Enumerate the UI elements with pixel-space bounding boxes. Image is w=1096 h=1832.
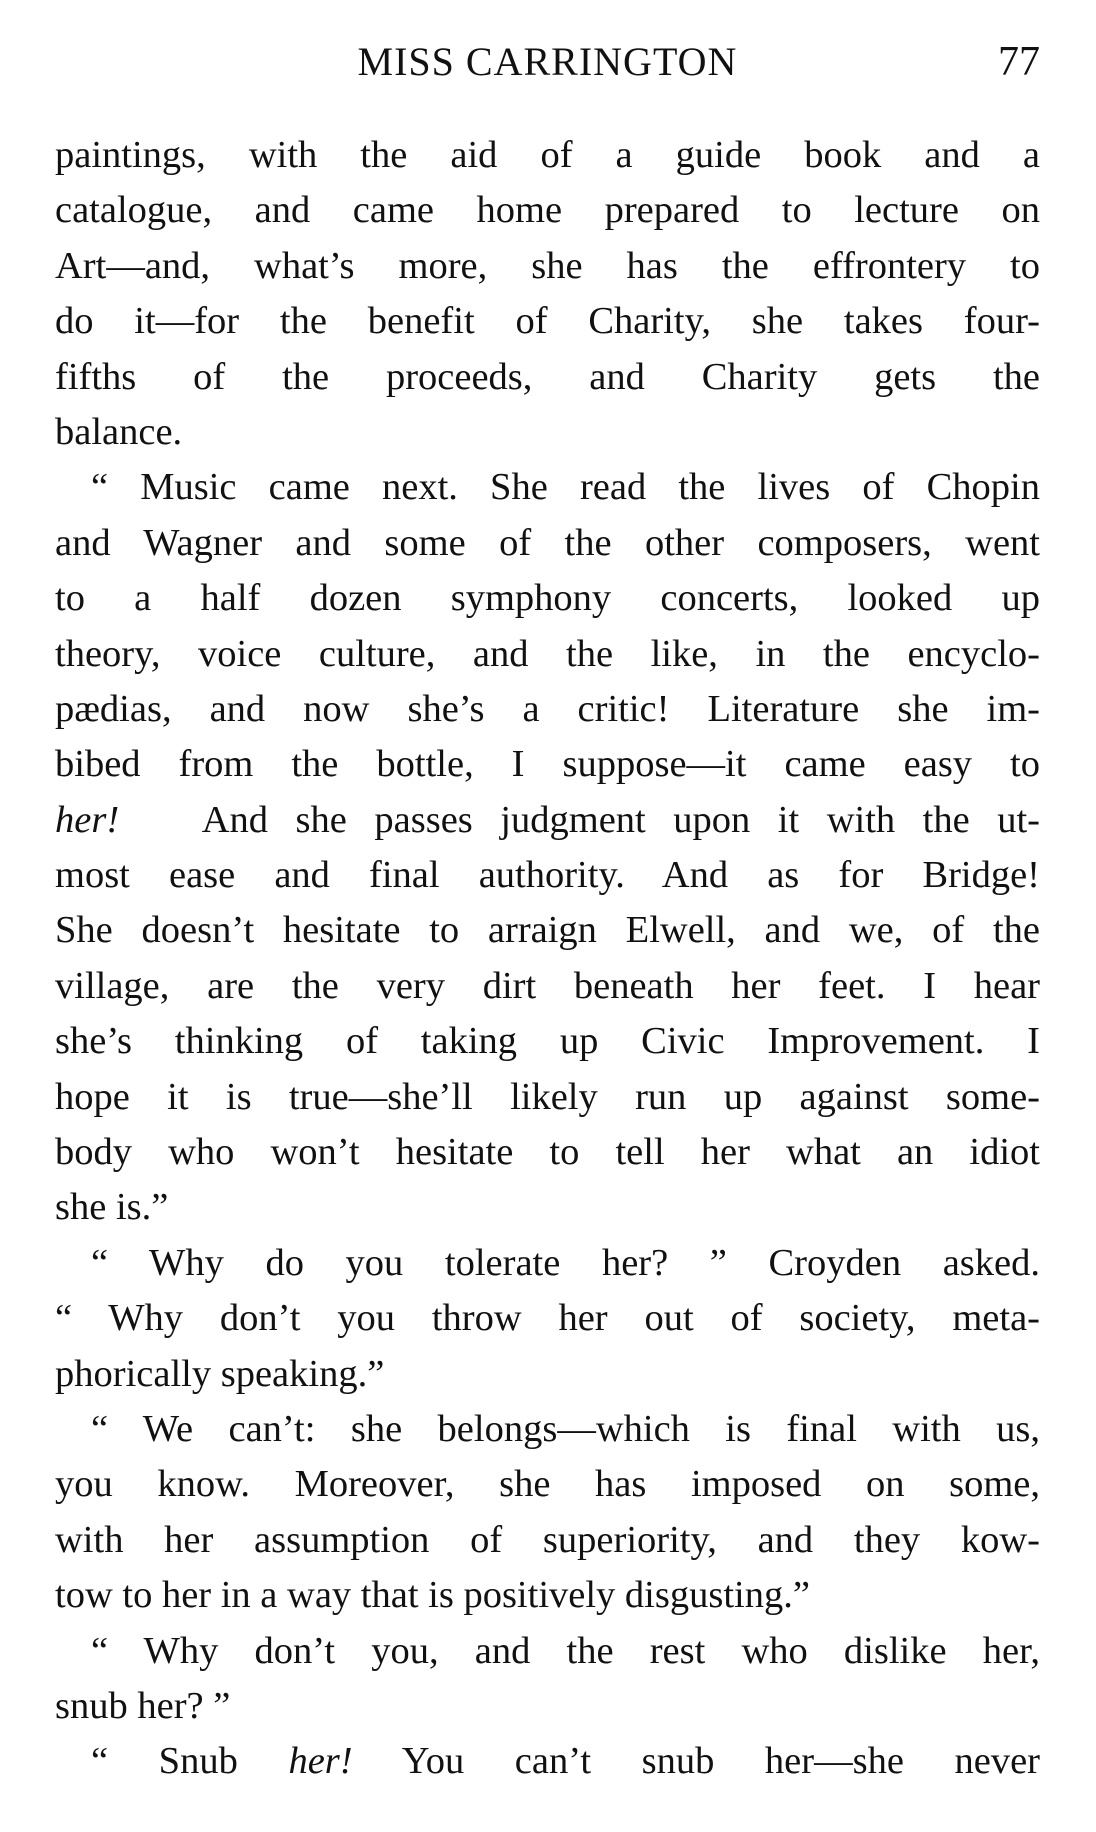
text-line-composite (55, 793, 1040, 848)
text-line: village, are the very dirt beneath her feet. I hear (55, 964, 1040, 1007)
text-line: do it—for the benefit of Charity, she takes four- (55, 300, 1040, 343)
text-line: snub her? ” (55, 1684, 231, 1727)
text-line: with her assumption of superiority, and they kow- (55, 1518, 1040, 1561)
text-line: “ Music came next. She read the lives of Chopin (91, 466, 1040, 509)
text-line: hope it is true—she’ll likely run up against some- (55, 1075, 1040, 1118)
text-line-start: “ Snub (91, 1740, 238, 1783)
text-line: “ Why do you tolerate her? ” Croyden asked. (91, 1241, 1040, 1284)
text-line: catalogue, and came home prepared to lecture on (55, 189, 1040, 232)
page-number: 77 (998, 39, 1040, 85)
text-line: she is.” (55, 1186, 169, 1229)
italic-word: her! (55, 798, 120, 841)
text-line: body who won’t hesitate to tell her what an idiot (55, 1131, 1040, 1174)
text-line: and Wagner and some of the other composers, went (55, 521, 1040, 564)
text-line: phorically speaking.” (55, 1352, 385, 1395)
text-line: you know. Moreover, she has imposed on some, (55, 1463, 1040, 1506)
text-line: Art—and, what’s more, she has the effrontery to (55, 244, 1040, 287)
text-line: bibed from the bottle, I suppose—it came easy to (55, 743, 1040, 786)
body-text (55, 128, 1040, 1790)
text-line-rest: And she passes judgment upon it with the ut- (201, 798, 1040, 841)
italic-word: her! (288, 1740, 353, 1783)
text-line-composite (55, 1734, 1040, 1789)
text-line: she’s thinking of taking up Civic Improvement. I (55, 1020, 1040, 1063)
text-line: “ Why don’t you throw her out of society, meta- (55, 1297, 1040, 1340)
text-line: most ease and final authority. And as for Bridge! (55, 854, 1040, 897)
page-header (55, 38, 1040, 88)
text-line: balance. (55, 410, 183, 453)
text-line: pædias, and now she’s a critic! Literature she im- (55, 687, 1040, 730)
text-line: “ Why don’t you, and the rest who dislike her, (91, 1629, 1040, 1672)
text-line: She doesn’t hesitate to arraign Elwell, and we, of the (55, 909, 1040, 952)
text-line: “ We can’t: she belongs—which is final with us, (91, 1407, 1040, 1450)
running-head: MISS CARRINGTON (357, 39, 738, 84)
text-line: tow to her in a way that is positively disgusting.” (55, 1574, 810, 1617)
text-line: to a half dozen symphony concerts, looked up (55, 577, 1040, 620)
text-line: theory, voice culture, and the like, in the encyclo- (55, 632, 1040, 675)
text-line: fifths of the proceeds, and Charity gets the (55, 355, 1040, 398)
text-line: paintings, with the aid of a guide book and a (55, 134, 1040, 176)
text-line-rest: You can’t snub her—she never (401, 1740, 1040, 1783)
